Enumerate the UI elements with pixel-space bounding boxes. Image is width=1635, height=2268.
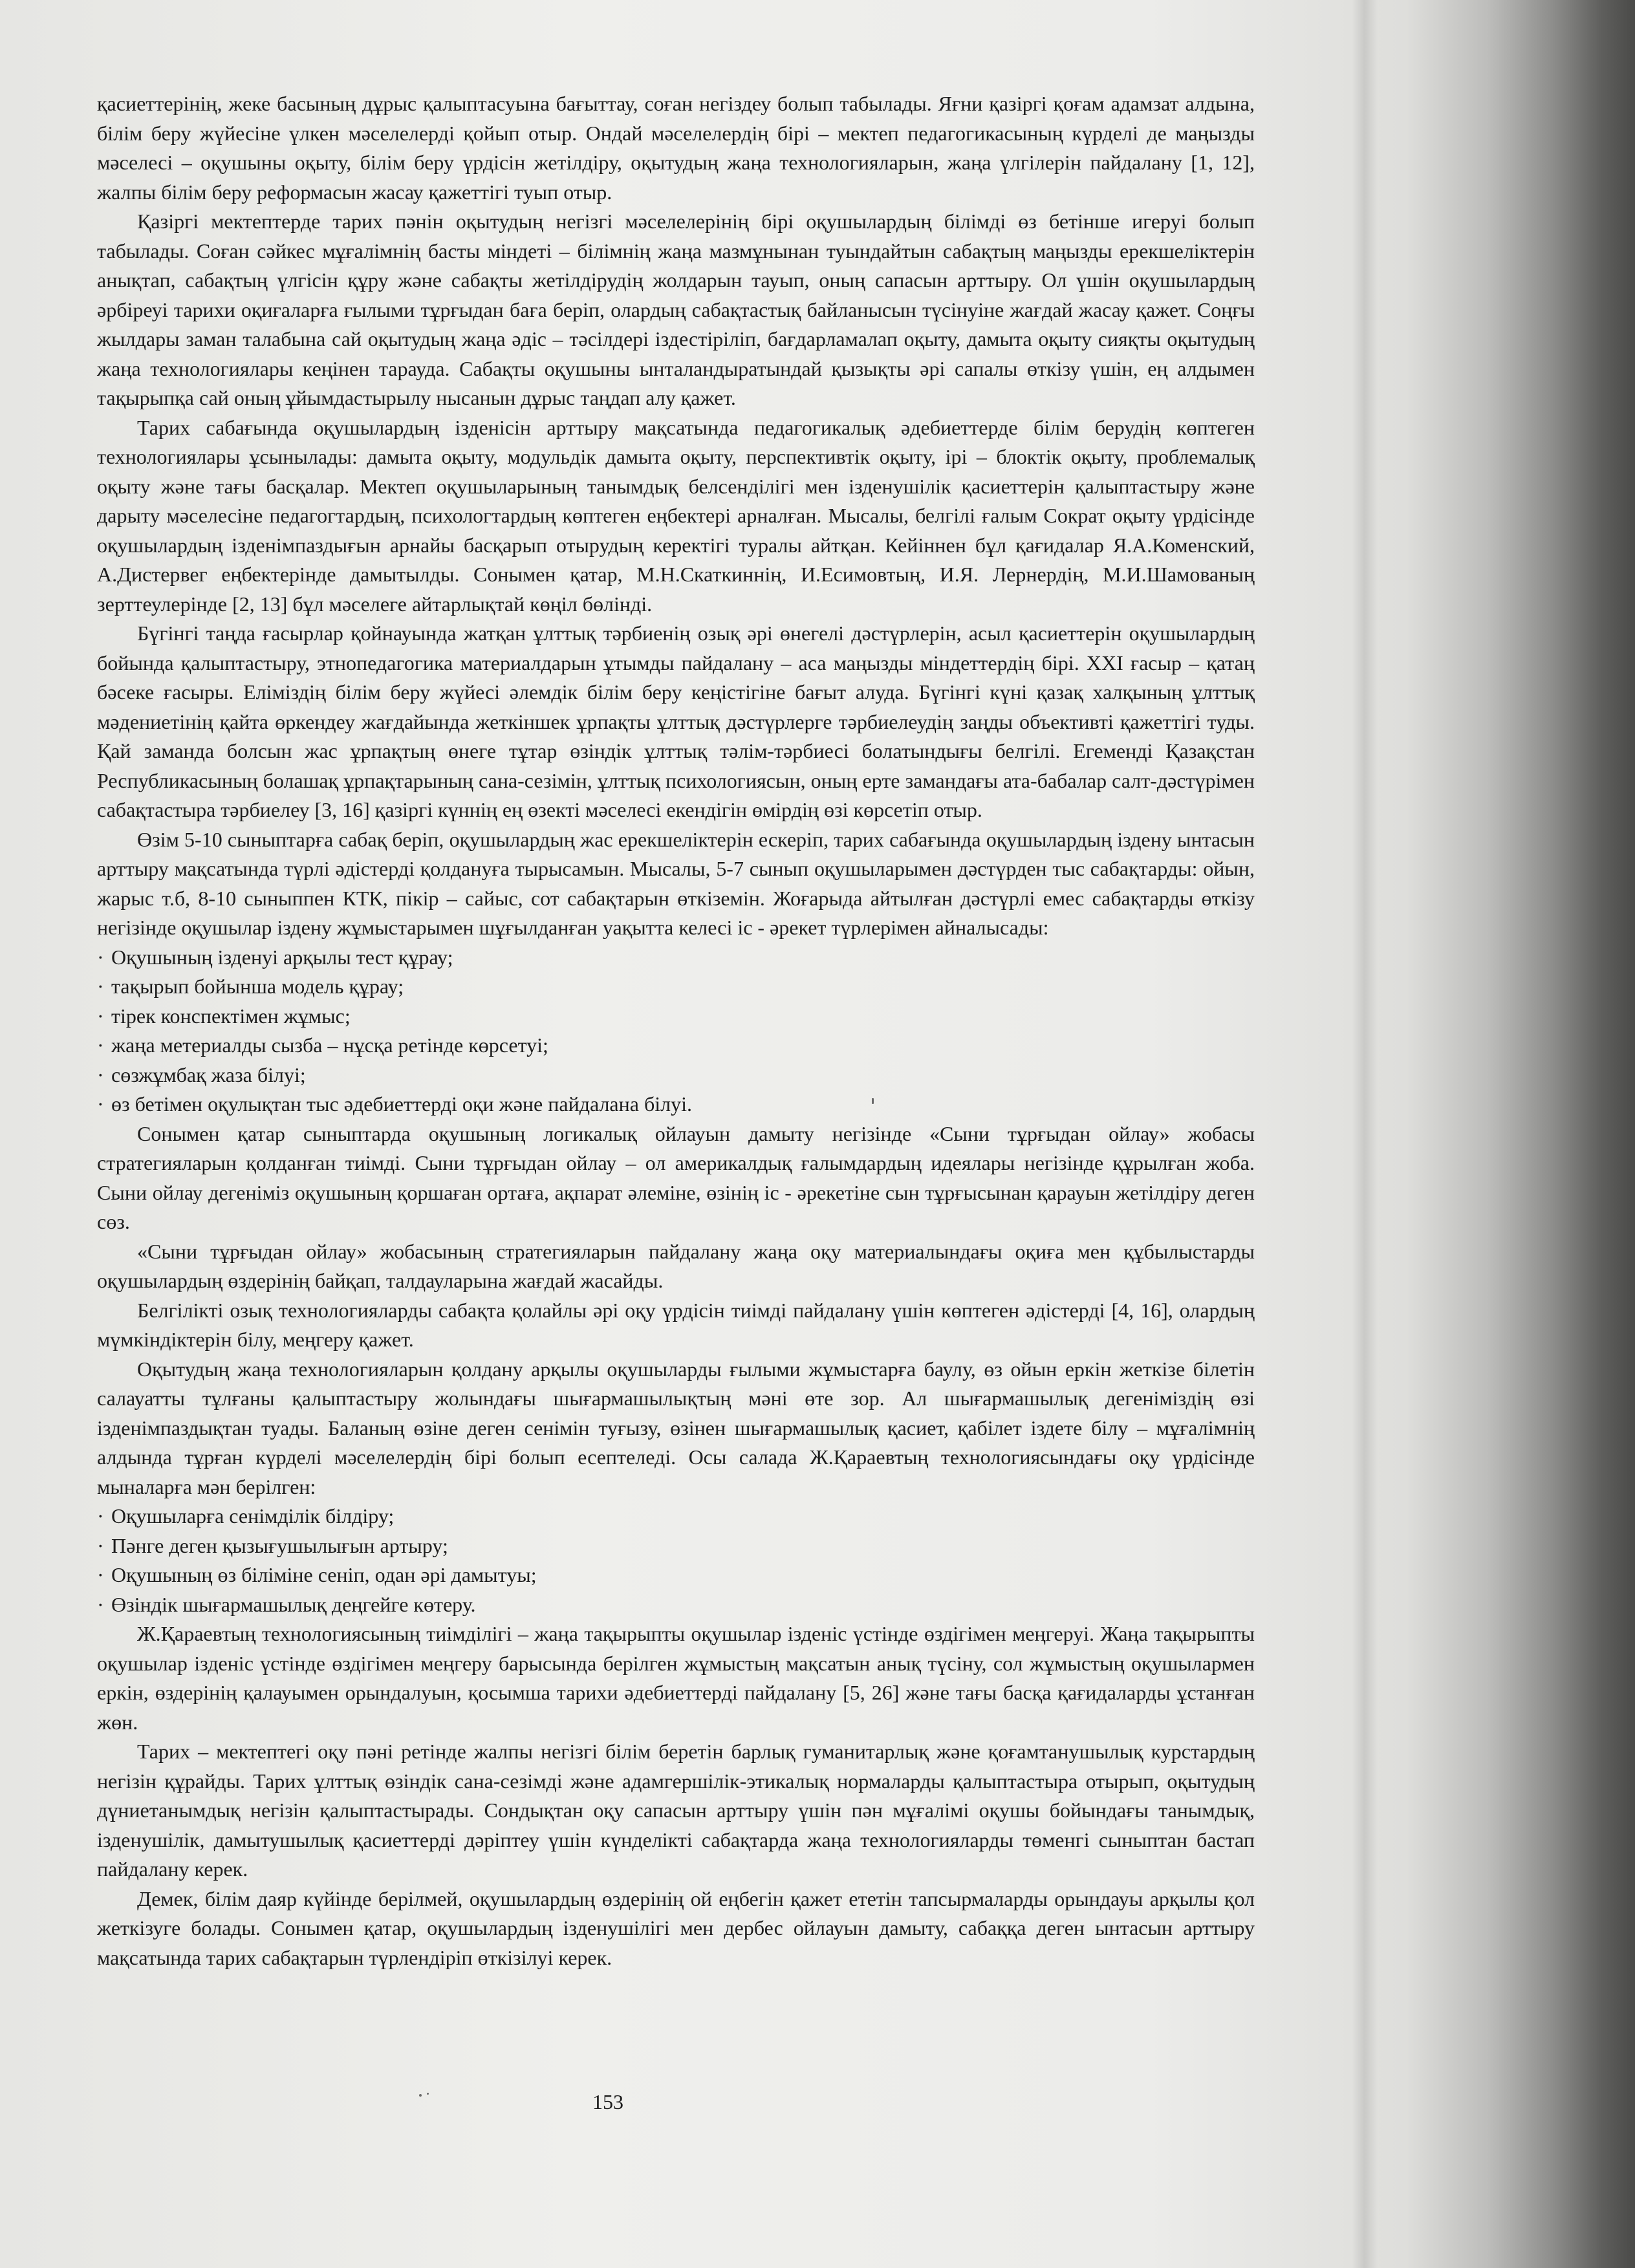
bullet-item: · тақырып бойынша модель құрау; [97, 972, 1255, 1002]
bullet-item: · Оқушының өз біліміне сеніп, одан әрі дамытуы; [97, 1561, 1255, 1590]
paragraph: Демек, білім даяр күйінде берілмей, оқушылардың өздерінің ой еңбегін қажет ететін тапсырмаларды орындауы арқылы қол жеткізуге болады. Сонымен қатар, оқушылардың ізденушілігі мен дербес ойлауын дамыту, сабаққа деген ынтасын арттыру мақсатында тарих сабақтарын түрлендіріп өткізілуі керек. [97, 1886, 1255, 1969]
paragraph: қасиеттерінің, жеке басының дұрыс қалыптасуына бағыттау, соған негіздеу болып табылады. Яғни қазіргі қоғам адамзат алдына, білім беру жүйесіне үлкен мәселелерді қойып отыр. Ондай мәселелердің бірі – мектеп педагогикасының күрделі де маңызды мәселесі – оқушыны оқыту, білім беру үрдісін жетілдіру, оқытудың жаңа технологияларын, жаңа үлгілерін пайдалану [1, 12], жалпы білім беру реформасын жасау қажеттігі туып отыр. [97, 92, 1255, 204]
paragraph: «Сыни тұрғыдан ойлау» жобасының стратегияларын пайдалану жаңа оқу материалындағы оқиға мен құбылыстарды оқушылардың өздерінің байқап, талдауларына жағдай жасайды. [97, 1239, 1255, 1292]
paragraph: Ж.Қараевтың технологиясының тиімділігі – жаңа тақырыпты оқушылар ізденіс үстінде өздігімен меңгеруі. Жаңа тақырыпты оқушылар ізденіс үстінде өздігімен меңгеру барысында берілген жұмыстың мақсатын анық түсіну, сол жұмыстың оқушылармен еркін, өздерінің қалауымен орындалуын, қосымша тарихи әдебиеттерді пайдалану [5, 26] және тағы басқа қағидаларды ұстанған жөн. [97, 1622, 1255, 1734]
scan-speck [419, 2094, 422, 2097]
paper-edge-shadow [1352, 0, 1378, 2268]
paragraph: Тарих сабағында оқушылардың ізденісін арттыру мақсатында педагогикалық әдебиеттерде білім берудің көптеген технологиялары ұсынылады: дамыта оқыту, модульдік дамыта оқыту, перспективтік оқыту, ірі – блоктік оқыту, проблемалық оқыту және тағы басқалар. Мектеп оқушыларының танымдық белсенділігі мен ізденушілік қасиеттерін қалыптастыру және дарыту мәселесіне педагогтардың, психологтардың көптеген еңбектері арналған. Мысалы, белгілі ғалым Сократ оқыту үрдісінде оқушылардың ізденімпаздығын арнайы басқарып отырудың керектігі туралы айтқан. Кейіннен бұл қағидалар Я.А.Коменский, А.Дистервег еңбектерінде дамытылды. Сонымен қатар, М.Н.Скаткиннің, И.Есимовтың, И.Я. Лернердің, М.И.Шамованың зерттеулерінде [2, 13] бұл мәселеге айтарлықтай көңіл бөлінді. [97, 415, 1255, 616]
article-body [97, 89, 1255, 1972]
bullet-item: · Оқушының ізденуі арқылы тест құрау; [97, 943, 1255, 973]
scan-speck [872, 1098, 874, 1104]
bullet-item: · Оқушыларға сенімділік білдіру; [97, 1502, 1255, 1531]
paragraph: Бүгінгі таңда ғасырлар қойнауында жатқан ұлттық тәрбиенің озық әрі өнегелі дәстүрлерін, асыл қасиеттерін оқушылардың бойында қалыптастыру, этнопедагогика материалдарын ұтымды пайдалану – аса маңызды міндеттердің бірі. XXI ғасыр – қатаң бәсеке ғасыры. Еліміздің білім беру жүйесі әлемдік білім беру кеңістігіне бағыт алуда. Бүгінгі күні қазақ халқының ұлттық мәдениетінің қайта өркендеу жағдайында жеткіншек ұрпақты ұлттық дәстүрлерге тәрбиелеудің заңды объективті қажеттігі туды. Қай заманда болсын жас ұрпақтың өнеге тұтар өзіндік ұлттық тәлім-тәрбиесі болатындығы белгілі. Егеменді Қазақстан Республикасының болашақ ұрпақтарының сана-сезімін, ұлттық психологиясын, оның ерте замандағы ата-бабалар салт-дәстүрімен сабақтастыра тәрбиелеу [3, 16] қазіргі күннің ең өзекті мәселесі екендігін өмірдің өзі көрсетіп отыр. [97, 621, 1255, 821]
bullet-item: · сөзжұмбақ жаза білуі; [97, 1061, 1255, 1090]
bullet-list [97, 1502, 1255, 1619]
bullet-item: · жаңа метериалды сызба – нұсқа ретінде көрсетуі; [97, 1031, 1255, 1061]
bullet-item: · өз бетімен оқулықтан тыс әдебиеттерді оқи және пайдалана білуі. [97, 1090, 1255, 1119]
paragraph: Қазіргі мектептерде тарих пәнін оқытудың негізгі мәселелерінің бірі оқушылардың білімді өз бетінше игеруі болып табылады. Соған сәйкес мұғалімнің басты міндеті – білімнің жаңа мазмұнынан туындайтын сабақтың маңызды ерекшеліктерін анықтап, сабақтың үлгісін құру және сабақты жетілдірудің жолдарын тауып, оның сапасын арттыру. Ол үшін оқушылардың әрбіреуі тарихи оқиғаларға ғылыми тұрғыдан баға беріп, олардың сабақтастық байланысын түсінуіне жағдай жасау қажет. Соңғы жылдары заман талабына сай оқытудың жаңа әдіс – тәсілдері іздестіріліп, бағдарламалап оқыту, дамыта оқыту сияқты оқытудың жаңа технологиялары кеңінен тарауда. Сабақты оқушыны ынталандыратындай қызықты әрі сапалы өткізу үшін, ең алдымен тақырыпқа сай оның ұйымдастырылу нысанын дұрыс таңдап алу қажет. [97, 210, 1255, 409]
paragraph: Сонымен қатар сыныптарда оқушының логикалық ойлауын дамыту негізінде «Сыни тұрғыдан ойлау» жобасы стратегияларын қолданған тиімді. Сыни тұрғыдан ойлау – ол америкалдық ғалымдардың идеялары негізінде құрылған жоба. Сыни ойлау дегеніміз оқушының қоршаған ортаға, ақпарат әлеміне, өзінің іс - әрекетіне сын тұрғысынан қарауын жетілдіру деген сөз. [97, 1121, 1255, 1233]
bullet-item: · тірек конспектімен жұмыс; [97, 1002, 1255, 1031]
paragraph: Оқытудың жаңа технологияларын қолдану арқылы оқушыларды ғылыми жұмыстарға баулу, өз ойын еркін жеткізе білетін салауатты тұлғаны қалыптастыру жолындағы шығармашылықтың мәні өте зор. Ал шығармашылық дегеніміздің өзі ізденімпаздықтан туады. Баланың өзіне деген сенімін туғызу, өзінен шығармашылық қасиет, қабілет іздете білу – мұғалімнің алдында тұрған күрделі мәселелердің бірі болып есептеледі. Осы салада Ж.Қараевтың технологиясындағы оқу үрдісінде мыналарға мән берілген: [97, 1357, 1255, 1498]
bullet-item: · Пәнге деген қызығушылығын артыру; [97, 1531, 1255, 1561]
paragraph: Өзім 5-10 сыныптарға сабақ беріп, оқушылардың жас ерекшеліктерін ескеріп, тарих сабағында оқушылардың іздену ынтасын арттыру мақсатында түрлі әдістерді қолдануға тырысамын. Мысалы, 5-7 сынып оқушыларымен дәстүрден тыс сабақтарды: ойын, жарыс т.б, 8-10 сыныппен КТК, пікір – сайыс, сот сабақтарын өткіземін. Жоғарыда айтылған дәстүрлі емес сабақтарды өткізу негізінде оқушылар іздену жұмыстарымен шұғылданған уақытта келесі іс - әрекет түрлерімен айналысады: [97, 827, 1255, 939]
paragraph: Белгілікті озық технологияларды сабақта қолайлы әрі оқу үрдісін тиімді пайдалану үшін көптеген әдістерді [4, 16], олардың мүмкіндіктерін білу, меңгеру қажет. [97, 1298, 1255, 1351]
paragraph: Тарих – мектептегі оқу пәні ретінде жалпы негізгі білім беретін барлық гуманитарлық және қоғамтанушылық курстардың негізін құрайды. Тарих ұлттық өзіндік сана-сезімді және адамгершілік-этикалық нормаларды қалыптастыра отырып, оқытудың дүниетанымдық негізін қалыптастырады. Сондықтан оқу сапасын арттыру үшін пән мұғалімі оқушы бойындағы танымдық, ізденушілік, дамытушылық қасиеттерді дәріптеу үшін күнделікті сабақтарда жаңа технологияларды төменгі сыныптан бастап пайдалану керек. [97, 1740, 1255, 1881]
scan-speck [427, 2093, 429, 2095]
bullet-item: · Өзіндік шығармашылық деңгейге көтеру. [97, 1590, 1255, 1620]
bullet-list [97, 943, 1255, 1119]
page-number: 153 [592, 2090, 623, 2113]
